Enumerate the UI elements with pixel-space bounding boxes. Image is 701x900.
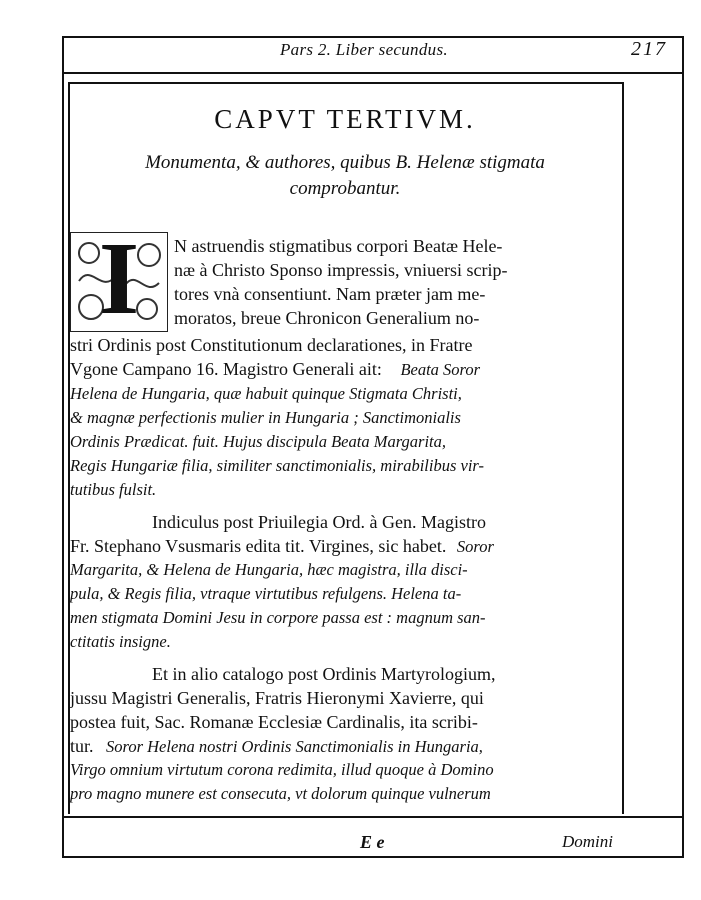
running-head: Pars 2. Liber secundus. bbox=[280, 40, 448, 59]
right-rule bbox=[682, 36, 684, 856]
signature-mark: E e bbox=[360, 832, 385, 852]
drop-cap-letter: I bbox=[98, 221, 140, 336]
text-line: men stigmata Domini Jesu in corpore passa est : magnum san- bbox=[70, 608, 486, 627]
text-line: tores vnà consentiunt. Nam præter jam me- bbox=[174, 284, 486, 304]
header-rule bbox=[62, 72, 684, 74]
text-line: Ordinis Prædicat. fuit. Hujus discipula Beata Margarita, bbox=[70, 432, 446, 451]
text-line: stri Ordinis post Constitutionum declarationes, in Fratre bbox=[70, 335, 473, 355]
text-line: & magnæ perfectionis mulier in Hungaria ; Sanctimonialis bbox=[70, 408, 461, 427]
text-segment: Vgone Campano 16. Magistro Generali ait: bbox=[70, 359, 382, 379]
top-rule bbox=[62, 36, 684, 38]
text-line: jussu Magistri Generalis, Fratris Hieronymi Xavierre, qui bbox=[70, 688, 484, 708]
text-line: ctitatis insigne. bbox=[70, 632, 171, 651]
ornamental-initial bbox=[70, 221, 168, 336]
text-line: postea fuit, Sac. Romanæ Ecclesiæ Cardinalis, ita scribi- bbox=[70, 712, 478, 732]
text-line: næ à Christo Sponso impressis, vniuersi scrip- bbox=[174, 260, 508, 280]
text-line: pula, & Regis filia, vtraque virtutibus refulgens. Helena ta- bbox=[70, 584, 462, 603]
text-line: pro magno munere est consecuta, vt dolorum quinque vulnerum bbox=[70, 784, 491, 803]
italic-segment: Soror bbox=[456, 537, 494, 556]
left-rule bbox=[62, 36, 64, 856]
text-line: Helena de Hungaria, quæ habuit quinque Stigmata Christi, bbox=[70, 384, 462, 403]
text-line: Et in alio catalogo post Ordinis Martyrologium, bbox=[152, 664, 496, 684]
subtitle-line-1: Monumenta, & authores, quibus B. Helenæ stigmata bbox=[145, 152, 545, 173]
text-box-top-rule bbox=[68, 82, 624, 84]
footer-rule bbox=[62, 816, 684, 818]
text-line: tutibus fulsit. bbox=[70, 480, 157, 499]
text-line: Indiculus post Priuilegia Ord. à Gen. Magistro bbox=[152, 512, 486, 532]
bottom-rule bbox=[62, 856, 684, 858]
text-line bbox=[70, 734, 620, 759]
text-segment: Fr. Stephano Vsusmaris edita tit. Virgines, sic habet. bbox=[70, 536, 447, 556]
text-box-right-rule bbox=[622, 82, 624, 814]
italic-segment: Beata Soror bbox=[400, 360, 481, 379]
text-line bbox=[70, 357, 620, 382]
page-number: 217 bbox=[631, 38, 667, 60]
chapter-subtitle bbox=[70, 150, 620, 202]
text-segment: tur. bbox=[70, 736, 94, 756]
text-line: Virgo omnium virtutum corona redimita, illud quoque à Domino bbox=[70, 760, 494, 779]
subtitle-line-2: comprobantur. bbox=[289, 178, 401, 199]
text-line: N astruendis stigmatibus corpori Beatæ Hele- bbox=[174, 236, 503, 256]
page-header bbox=[65, 40, 685, 66]
text-line: Regis Hungariæ filia, similiter sanctimonialis, mirabilibus vir- bbox=[70, 456, 485, 475]
text-line bbox=[70, 534, 620, 559]
catchword: Domini bbox=[562, 832, 613, 851]
text-line: Margarita, & Helena de Hungaria, hæc magistra, illa disci- bbox=[70, 560, 468, 579]
text-line: moratos, breue Chronicon Generalium no- bbox=[174, 308, 480, 328]
italic-segment: Soror Helena nostri Ordinis Sanctimonialis in Hungaria, bbox=[106, 737, 483, 756]
chapter-title: CAPVT TERTIVM. bbox=[214, 104, 476, 134]
